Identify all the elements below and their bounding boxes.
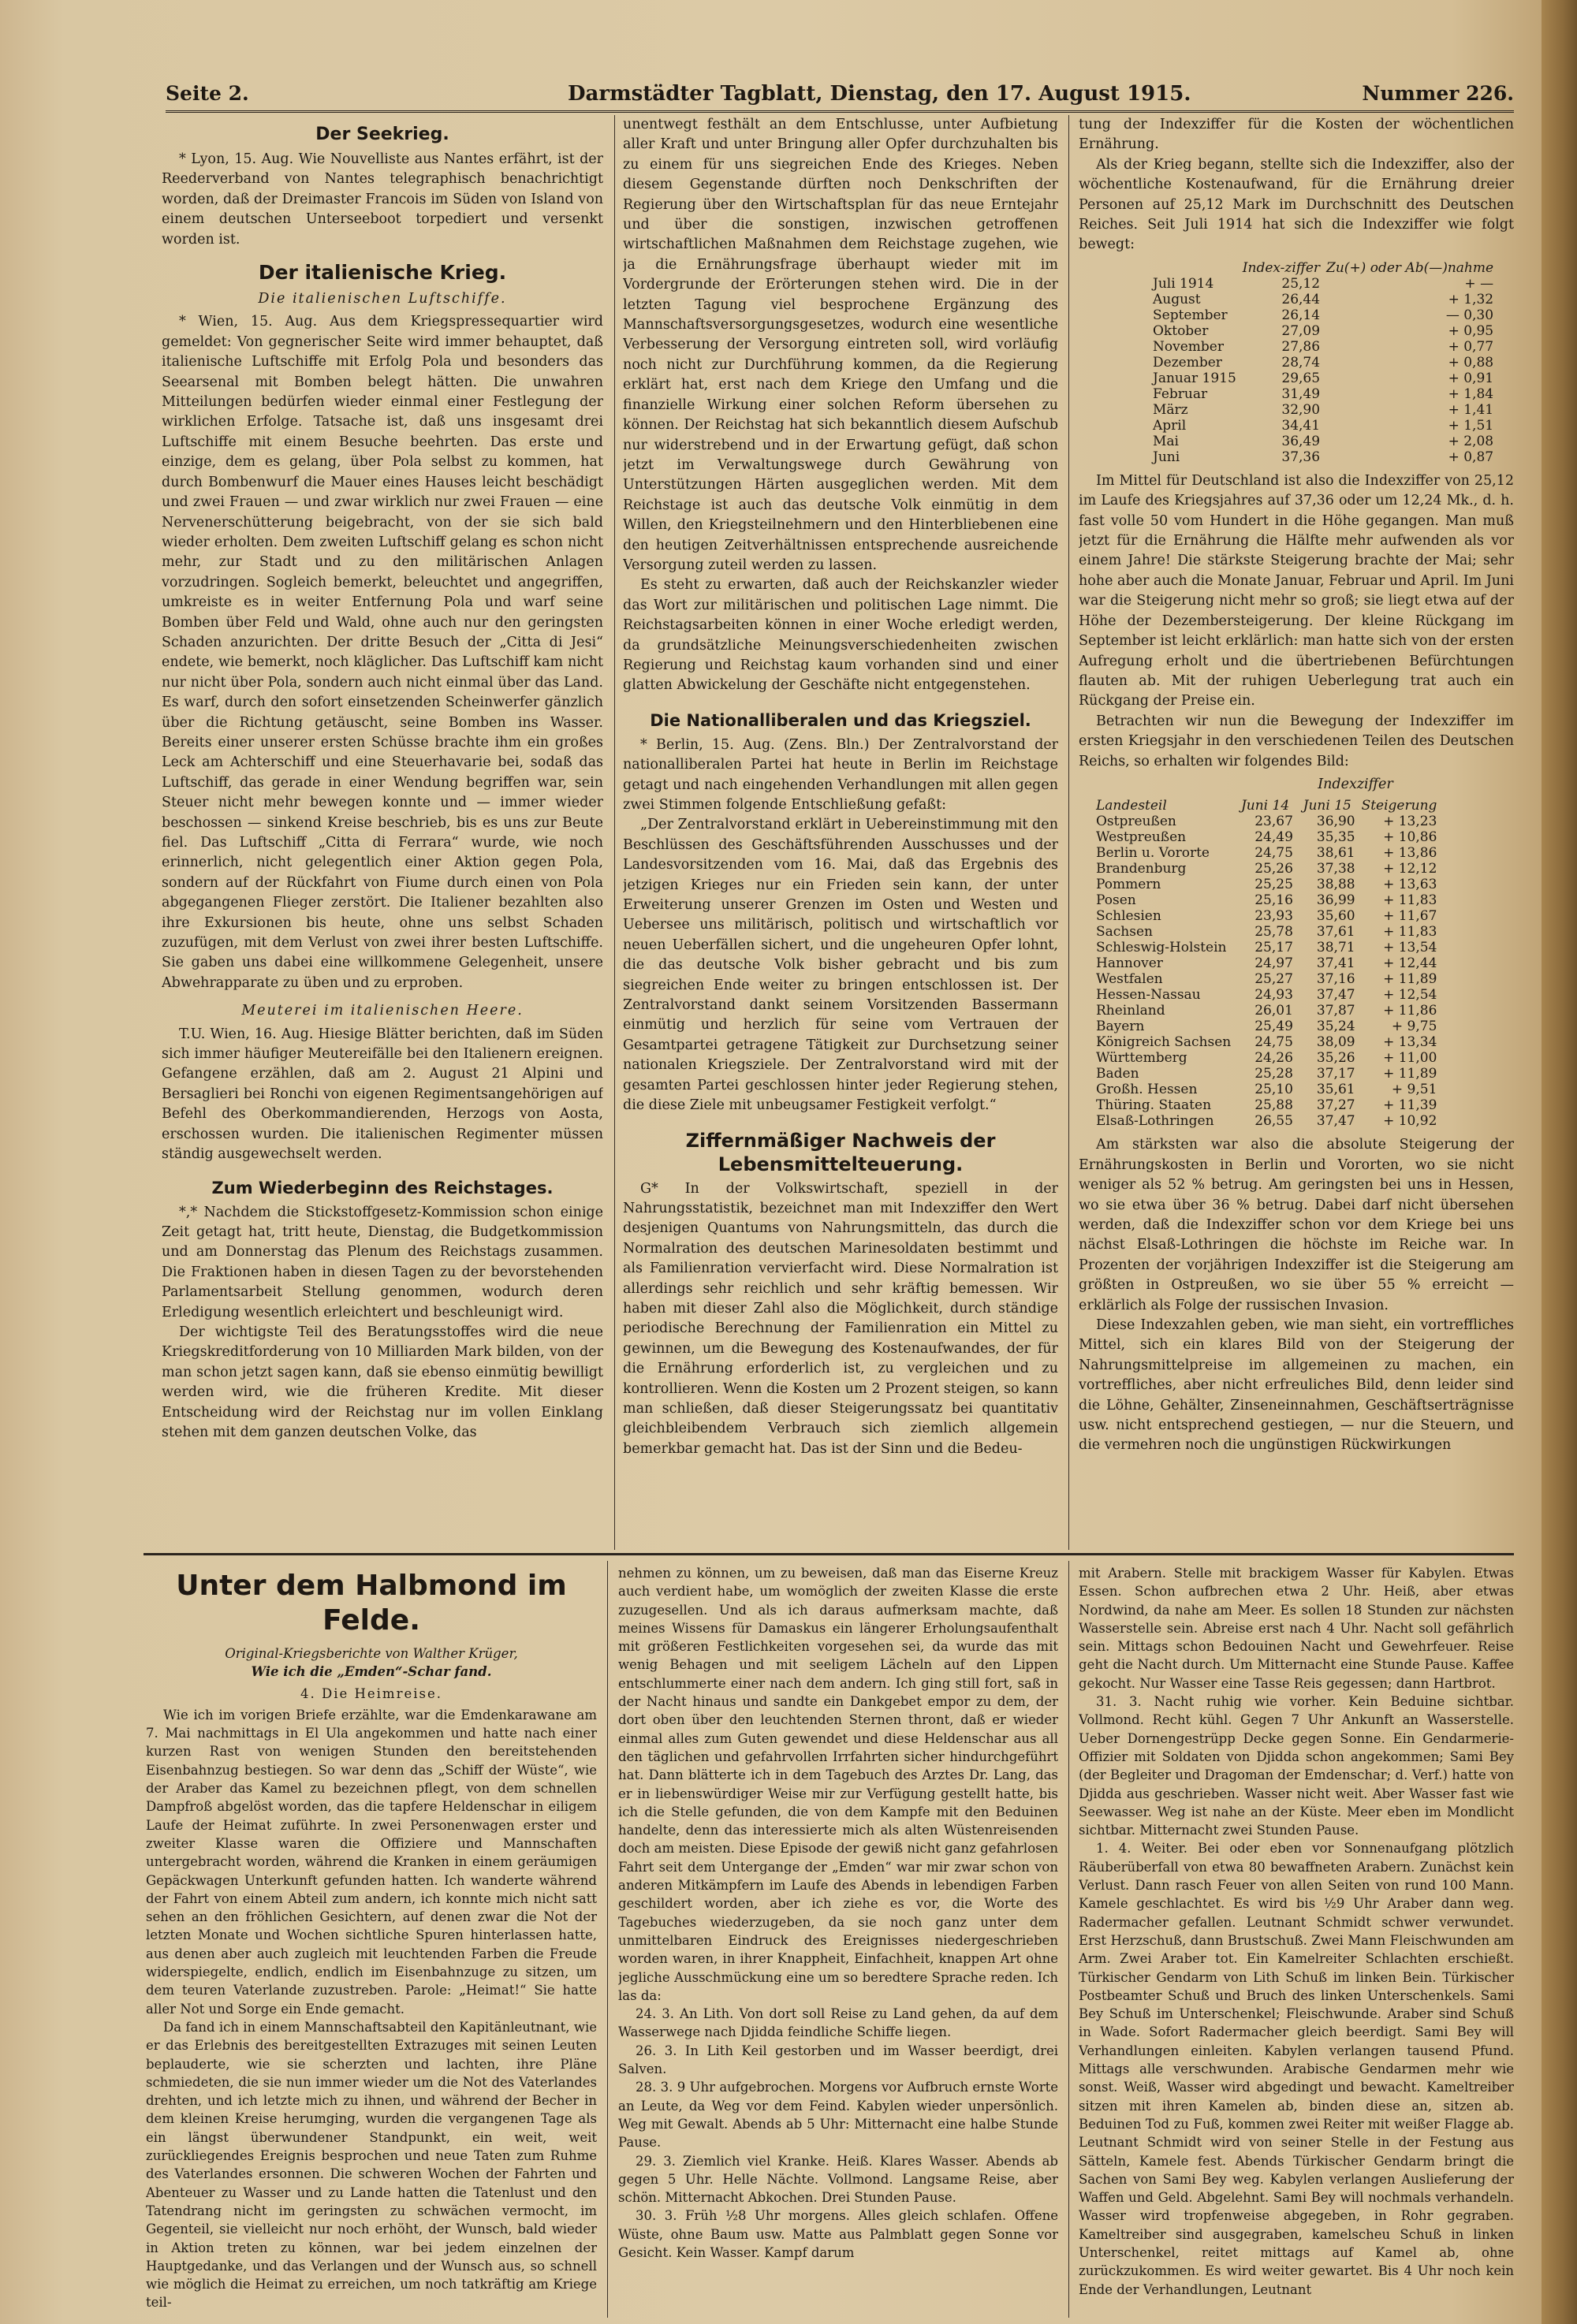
month-cell: Oktober [1153,322,1209,339]
june15-cell: 35,26 [1316,1050,1355,1067]
june15-cell: 38,61 [1316,845,1355,862]
change-cell: + — [1464,275,1494,292]
june14-cell: 24,26 [1255,1050,1293,1067]
increase-cell: + 9,51 [1391,1082,1437,1098]
table-row [1150,355,1497,371]
increase-cell: + 11,00 [1383,1050,1437,1067]
table-row [1093,987,1440,1003]
table-row [1093,1003,1440,1019]
increase-cell: + 12,44 [1383,955,1437,972]
increase-cell: + 11,83 [1383,892,1437,909]
increase-cell: + 11,89 [1383,971,1437,988]
june15-cell: 35,61 [1316,1082,1355,1098]
feuilleton-section: 4. Die Heimreise. [300,1685,442,1701]
index-cell: 34,41 [1281,417,1321,434]
column-1 [162,115,603,1551]
region-cell: Westfalen [1096,971,1163,988]
change-cell: — 0,30 [1445,307,1494,323]
index-cell: 36,49 [1281,433,1321,449]
june15-cell: 37,16 [1316,971,1355,988]
table-row [1093,924,1440,940]
table-header: Zu(+) oder Ab(—)nahme [1326,259,1494,276]
table-row [1150,386,1497,402]
region-cell: Brandenburg [1096,861,1187,877]
page-number: Seite 2. [166,82,249,105]
june14-cell: 25,26 [1255,861,1293,877]
region-cell: Elsaß-Lothringen [1096,1113,1214,1130]
article-subtitle: Meuterei im italienischen Heere. [241,1003,524,1019]
june14-cell: 25,28 [1255,1066,1293,1082]
index-cell: 32,90 [1281,401,1321,418]
month-cell: Januar 1915 [1153,370,1236,386]
increase-cell: + 11,39 [1383,1097,1437,1114]
change-cell: + 0,95 [1448,322,1494,339]
june15-cell: 35,60 [1316,908,1355,925]
june14-cell: 26,55 [1255,1113,1293,1130]
table-row [1093,1034,1440,1050]
article-paragraph: „Der Zentralvorstand erklärt in Uebereinstimmung mit den Beschlüssen des Geschäftsführenden Ausschusses und der Landesvorsitzenden vom 16. Mai, daß das Ergebnis des jetzigen Krieges nur ein Frieden sein kann, der unter Erweiterung unserer Grenzen im Osten und Westen und Ueberseе uns militärisch, politisch und wirtschaftlich vor neuen Ueberfällen sichert, und die ungeheuren Opfer lohnt, die das deutsche Volk bisher gebracht und bis zum siegreichen Ende weiter zu bringen entschlossen ist. Der Zentralvorstand dankt seinem Vorsitzenden Bassermann einmütig und herzlich für seine vom Vertrauen der Gesamtpartei getragene Tätigkeit zur Durchsetzung seiner nationalen Kriegsziele. Der Zentralvorstand wird mit der gesamten Partei geschlossen hinter jeder Regierung stehen, die diese Ziele mit unbeugsamer Festigkeit verfolgt.“ [623,817,1058,1114]
region-cell: Ostpreußen [1096,814,1176,830]
index-table-regions [1093,798,1440,1129]
index-cell: 28,74 [1281,354,1321,371]
table-row [1150,323,1497,339]
index-cell: 26,14 [1281,307,1321,323]
june15-cell: 35,35 [1316,829,1355,846]
article-subtitle: Die italienischen Luftschiffe. [258,291,507,307]
index-cell: 25,12 [1281,275,1321,292]
table-row [1093,1082,1440,1097]
table-row [1093,1097,1440,1113]
region-cell: Schleswig-Holstein [1096,940,1227,956]
june14-cell: 26,01 [1255,1003,1293,1019]
table-row [1093,971,1440,987]
table-row [1093,861,1440,877]
month-cell: März [1153,401,1188,418]
june15-cell: 36,90 [1316,814,1355,830]
june14-cell: 25,27 [1255,971,1293,988]
table-row [1093,908,1440,924]
region-cell: Rheinland [1096,1003,1165,1019]
feuilleton-column-3 [1079,1564,1514,2321]
june14-cell: 24,97 [1255,955,1293,972]
change-cell: + 1,51 [1448,417,1494,434]
article-paragraph: Da fand ich in einem Mannschaftsabteil den Kapitänleutnant, wie er das Erlebnis des bereitgestellten Extrazuges mit seinen Leuten beplauderte, wie sie scherzten und lachten, ihre Pläne schmiedeten, die sie nun immer wieder um die Not des Vaterlandes drehten, und ich letzte mich zu ihnen, und während der Becher in dem kleinen Kreise herumging, wurden die vergangenen Tage als ein längst überwundener Standpunkt, ein weit, weit zurückliegendes Ereignis besprochen und neue Taten zum Ruhme des Vaterlandes ersonnen. Die schweren Wochen der Fahrten und Abenteuer zu Wasser und zu Lande hatten die Tatenlust und den Tatendrang nicht im geringsten zu schwächen vermocht, im Gegenteil, sie vielleicht nur noch erhöht, der Wunsch, bald wieder in Aktion treten zu können, war bei jedem einzelnen der Hauptgedanke, und das Verlangen und der Wunsch aus, so schnell wie möglich die Heimat zu erreichen, um noch tatkräftig am Kriege teil- [146,2019,597,2311]
table-row [1093,940,1440,955]
article-paragraph: Am stärksten war also die absolute Steigerung der Ernährungskosten in Berlin und Vororten, wo sie nicht weniger als 52 % betrug. Am geringsten bei uns in Hessen, wo sie etwa über 36 % betrug. Dabei darf nicht übersehen werden, daß die Indexziffer schon vor dem Kriege bei uns nächst Elsaß-Lothringen die höchste im Reiche war. In Prozenten der vorjährigen Indexziffer ist die Steigerung am größten in Ostpreußen, wo sie über 55 % erreicht — erklärlich als Folge der russischen Invasion. [1079,1137,1514,1313]
table-row [1093,1019,1440,1034]
table-row [1150,434,1497,449]
article-paragraph: Im Mittel für Deutschland ist also die Indexziffer von 25,12 im Laufe des Kriegsjahres auf 37,36 oder um 12,24 Mk., d. h. fast volle 50 vom Hundert in die Höhe gegangen. Man muß jetzt für die Ernährung die Hälfte mehr aufwenden als vor einem Jahre! Die stärkste Steigerung brachte der Mai; sehr hohe aber auch die Monate Januar, Februar und April. Im Juni war die Steigerung nicht mehr so groß; sie liegt etwa auf der Höhe der Dezembersteigerung. Der kleine Rückgang im September ist leicht erklärlich: man hatte sich von der ersten Aufregung erholt und die übertriebenen Befürchtungen flauten ab. Mit der ruhigen Ueberlegung trat auch ein Rückgang der Preise ein. [1079,472,1514,709]
increase-cell: + 13,34 [1383,1034,1437,1051]
june15-cell: 37,47 [1316,1113,1355,1130]
month-cell: Februar [1153,385,1208,402]
month-cell: November [1153,338,1224,355]
article-paragraph: Betrachten wir nun die Bewegung der Indexziffer im ersten Kriegsjahr in den verschiedenen Teilen des Deutschen Reichs, so erhalten wir folgendes Bild: [1079,713,1514,769]
region-cell: Hannover [1096,955,1163,972]
article-title-nationalliberale: Die Nationalliberalen und das Kriegsziel. [650,710,1031,730]
change-cell: + 0,91 [1448,370,1494,386]
june14-cell: 24,49 [1255,829,1293,846]
table-row [1150,307,1497,323]
table-row [1150,292,1497,307]
increase-cell: + 12,54 [1383,987,1437,1004]
region-cell: Pommern [1096,877,1161,893]
column-rule [1068,115,1069,1550]
table-row [1093,1066,1440,1082]
article-paragraph: G* In der Volkswirtschaft, speziell in der Nahrungsstatistik, bezeichnet man mit Indexziffer den Wert desjenigen Quantums von Nahrungsmitteln, das durch die Normalration des deutschen Marinesoldaten bestimmt und als Familienration vervierfacht wird. Diese Normalration ist allerdings sehr reichlich und sehr kräftig bemessen. Wir haben mit dieser Zahl also die Möglichkeit, durch ständige periodische Berechnung der Familienration ein Mittel zu gewinnen, um die Bewegung des Kostenaufwandes, der für die Ernährung erforderlich ist, zu vergleichen und zu kontrollieren. Wenn die Kosten um 2 Prozent steigen, so kann man schließen, daß dieser Steigerungssatz bei quantitativ gleichbleibendem Verbrauch sich ziemlich allgemein bemerkbar gemacht hat. Das ist der Sinn und die Bedeu- [623,1180,1058,1457]
change-cell: + 1,32 [1448,291,1494,307]
article-paragraph: 30. 3. Früh ½8 Uhr morgens. Alles gleich schlafen. Offene Wüste, ohne Baum usw. Matte aus Palmblatt gegen Sonne vor Gesicht. Kein Wasser. Kampf darum [618,2208,1058,2260]
month-cell: Juni [1153,449,1180,465]
table-row [1093,1113,1440,1129]
june15-cell: 35,24 [1316,1019,1355,1035]
article-paragraph: unentwegt festhält an dem Entschlusse, unter Aufbietung aller Kraft und unter Bringung aller Opfer durchzuhalten bis zu einem für uns siegreichen Ende des Krieges. Neben diesem Gegenstande dürften noch Denkschriften der Regierung über den Wirtschaftsplan für das neue Erntejahr und über die sonstigen, inzwischen getroffenen wirtschaftlichen Maßnahmen dem Reichstage zugehen, wie ja die Ernährungsfrage überhaupt wieder mit im Vordergrunde der Erörterungen stehen wird. Die in der letzten Tagung viel besprochene Ergänzung des Mannschaftsversorgungsgesetzes, wodurch eine wesentliche Verbesserung der Versorgung eintreten soll, wird vorläufig noch nicht zur Durchführung kommen, da die Regierung erklärt hat, erst nach dem Kriege den Umfang und die finanzielle Wirkung einer solchen Reform übersehen zu können. Der Reichstag hat sich bekanntlich diesem Aufschub nur widerstrebend und in der Erwartung gefügt, daß schon jetzt im Verwaltungswege durch Gewährung von Unterstützungen Härten ausgeglichen werden. Mit dem Reichstage ist auch das deutsche Volk einmütig in dem Willen, den Kriegsteilnehmern und den Hinterbliebenen eine den heutigen Zeitverhältnissen entsprechende ausreichende Versorgung zuteil werden zu lassen. [623,117,1058,573]
table-row [1150,402,1497,418]
table-caption: Indexziffer [1318,776,1393,792]
index-cell: 31,49 [1281,385,1321,402]
table-row [1093,845,1440,861]
article-paragraph: 1. 4. Weiter. Bei oder eben vor Sonnenaufgang plötzlich Räuberüberfall von etwa 80 bewaffneten Arabern. Zunächst kein Verlust. Dann rasch Feuer von allen Seiten von rund 100 Mann. Kamele geschlachtet. Es wird bis ½9 Uhr Araber dann weg. Radermacher gefallen. Leutnant Schmidt schwer verwundet. Erst Herzschuß, dann Brustschuß. Zwei Mann Fleischwunden am Arm. Zwei Araber tot. Ein Kamelreiter Schlachten erschießt. Türkischer Gendarm von Lith Schuß im linken Bein. Türkischer Postbeamter Schuß und Bruch des linken Unterschenkels. Sami Bey Schuß im Unterschenkel; Fleischwunde. Araber sind Schuß in Wade. Sofort Radermacher gleich beerdigt. Sami Bey will Verhandlungen einleiten. Kabylen verlangen tausend Pfund. Mittags alle verschwunden. Arabische Gendarmen mehr wie sonst. Weiß, Wasser wird abgedingt und bewacht. Kameltreiber sitzen mit ihren Kamelen ab, binden diese an, sitzen ab. Beduinen Tod zu Fuß, kommen zwei Reiter mit weißer Flagge ab. Leutnant Schmidt wird von seiner Stelle in der Festung aus Sätteln, Kamele fest. Abends Türkischer Gendarm bringt die Sachen von Sami Bey weg. Kabylen verlangen Auslieferung der Waffen und Geld. Abgelehnt. Sami Bey will nochmals verhandeln. Wasser wird tropfenweise abgegeben, in Rohr gegraben. Kameltreiber sind ausgegraben, kamelscheu Schuß in linken Unterschenkel, reitet mittags auf Kamel ab, ohne zurückzukommen. Es wird weiter gewartet. Bis 4 Uhr noch kein Ende der Verhandlungen, Leutnant [1079,1841,1514,2297]
june14-cell: 23,93 [1255,908,1293,925]
article-title-reichstag: Zum Wiederbeginn des Reichstages. [211,1178,554,1197]
column-3 [1079,115,1514,1551]
june15-cell: 37,87 [1316,1003,1355,1019]
article-paragraph: 28. 3. 9 Uhr aufgebrochen. Morgens vor Aufbruch ernste Worte an Leute, da Weg vor dem Feind. Kabylen wieder unpersönlich. Weg mit Gewalt. Abends ab 5 Uhr: Mitternacht eine halbe Stunde Pause. [618,2080,1058,2151]
column-rule [607,1561,608,2318]
june14-cell: 25,49 [1255,1019,1293,1035]
increase-cell: + 11,83 [1383,924,1437,940]
increase-cell: + 11,89 [1383,1066,1437,1082]
column-rule [1068,1561,1069,2318]
june14-cell: 25,88 [1255,1097,1293,1114]
change-cell: + 2,08 [1448,433,1494,449]
index-cell: 27,09 [1281,322,1321,339]
issue-number: Nummer 226. [1362,82,1514,105]
article-paragraph: mit Arabern. Stelle mit brackigem Wasser für Kabylen. Etwas Essen. Schon aufbrechen etwa 2 Uhr. Heiß, aber etwas Nordwind, da nahe am Meer. Es sollen 18 Stunden zur nächsten Wasserstelle sein. Abreise erst nach 4 Uhr. Nacht soll gefährlich sein. Mittags schon Bedouinen Nacht und Gewehrfeuer. Reise geht die Nacht durch. Um Mitternacht eine Stunde Pause. Kaffee gekocht. Nur Wasser eine Tasse Reis gegessen; dann Hartbrot. [1079,1566,1514,1691]
june15-cell: 38,88 [1316,877,1355,893]
region-cell: Sachsen [1096,924,1153,940]
article-title-italien: Der italienische Krieg. [258,261,507,285]
increase-cell: + 13,86 [1383,845,1437,862]
change-cell: + 0,77 [1448,338,1494,355]
feuilleton-title: Unter dem Halbmond im Felde. [176,1570,567,1637]
index-cell: 26,44 [1281,291,1321,307]
article-paragraph: Diese Indexzahlen geben, wie man sieht, ein vortreffliches Mittel, sich ein klares Bild von der Steigerung der Nahrungsmittelpreise im allgemeinen zu machen, ein vortreffliches, aber nicht erfreuliches Bild, denn leider sind die Löhne, Gehälter, Zinseneinnahmen, Geschäftserträgnisse usw. nicht entsprechend gestiegen, — nur die Steuern, und die vermehren noch die ungünstigen Rückwirkungen [1079,1317,1514,1454]
june15-cell: 38,09 [1316,1034,1355,1051]
june14-cell: 24,93 [1255,987,1293,1004]
june15-cell: 37,41 [1316,955,1355,972]
june15-cell: 37,17 [1316,1066,1355,1082]
table-header: Index-ziffer [1242,259,1321,276]
feuilleton-subtitle: Wie ich die „Emden“-Schar fand. [251,1664,492,1680]
article-title-lebensmittelteuerung: Ziffernmäßiger Nachweis der Lebensmittelteuerung. [685,1129,996,1175]
increase-cell: + 13,23 [1383,814,1437,830]
article-paragraph: tung der Indexziffer für die Kosten der wöchentlichen Ernährung. [1079,117,1514,153]
feuilleton-rule [144,1553,1514,1555]
month-cell: April [1153,417,1187,434]
table-header: Steigerung [1361,798,1437,814]
article-paragraph: * Lyon, 15. Aug. Wie Nouvelliste aus Nantes erfährt, ist der Reederverband von Nantes telegraphisch benachrichtigt worden, daß der Dreimaster Francois im Süden von Island von einem deutschen Unterseeboot torpediert und versenkt worden ist. [162,151,603,248]
article-paragraph: T.U. Wien, 16. Aug. Hiesige Blätter berichten, daß im Süden sich immer häufiger Meutereifälle bei den Italienern ereignen. Gefangene erzählen, daß am 2. August 21 Alpini und Bersaglieri bei Ronchi von eigenen Regimentsangehörigen auf Befehl des Oberkommandierenden, Herzogs von Aosta, erschossen wurden. Die italienischen Regimenter müssen ständig ausgewechselt werden. [162,1026,603,1163]
region-cell: Schlesien [1096,908,1161,925]
month-cell: September [1153,307,1228,323]
table-row [1093,814,1440,829]
article-paragraph: Als der Krieg begann, stellte sich die Indexziffer, also der wöchentliche Kostenaufwand, für die Ernährung dreier Personen auf 25,12 Mark im Durchschnitt des Deutschen Reiches. Seit Juli 1914 hat sich die Indexziffer wie folgt bewegt: [1079,156,1514,253]
increase-cell: + 10,92 [1383,1113,1437,1130]
region-cell: Bayern [1096,1019,1145,1035]
article-paragraph: * Berlin, 15. Aug. (Zens. Bln.) Der Zentralvorstand der nationalliberalen Partei hat heute in Berlin im Reichstage getagt und nach eingehenden Verhandlungen mit allen gegen zwei Stimmen folgende Entschließung gefaßt: [623,736,1058,813]
change-cell: + 0,88 [1448,354,1494,371]
region-cell: Großh. Hessen [1096,1082,1198,1098]
region-cell: Posen [1096,892,1136,909]
june15-cell: 36,99 [1316,892,1355,909]
june14-cell: 25,17 [1255,940,1293,956]
page-header [166,82,1514,113]
article-title-seekrieg: Der Seekrieg. [315,125,449,144]
article-paragraph: 26. 3. In Lith Keil gestorben und im Wasser beerdigt, drei Salven. [618,2043,1058,2077]
month-cell: Dezember [1153,354,1222,371]
article-paragraph: * Wien, 15. Aug. Aus dem Kriegspressequartier wird gemeldet: Von gegnerischer Seite wird immer behauptet, daß italienische Luftschiffe mit Erfolg Pola und besonders das Seearsenal mit Bomben belegt hätten. Die unwahren Mitteilungen bedürfen wieder einmal einer Festlegung der wirklichen Erfolge. Tatsache ist, daß uns insgesamt drei Luftschiffe mit einem Besuche beehrten. Das erste und einzige, dem es gelang, über Pola selbst zu kommen, hat durch Bombenwurf die Mauer eines Hauses leicht beschädigt und zwei Frauen — und zwar wirklich nur zwei Frauen — eine Nervenerschütterung beigebracht, von der sie sich bald wieder erholten. Dem zweiten Luftschiff gelang es schon nicht mehr, zur Stadt und zu den militärischen Anlagen vorzudringen. Sogleich bemerkt, beleuchtet und angegriffen, umkreiste es in weiter Entfernung Pola und warf seine Bomben über Feld und Wald, ohne auch nur den geringsten Schaden anzurichten. Der dritte Besuch der „Citta di Jesi“ endete, wie bemerkt, noch kläglicher. Das Luftschiff kam nicht nur nicht über Pola, sondern auch nicht einmal über das Land. Es warf, durch den sofort einsetzenden Scheinwerfer gänzlich über die Richtung getäuscht, seine Bomben ins Wasser. Bereits einer unserer ersten Schüsse brachte ihm ein großes Leck am Achterschiff und eine Steuerhavarie bei, sodaß das Luftschiff, das gerade in einer Wendung begriffen war, sein Steuer nicht mehr bewegen konnte und — immer wieder beschossen — sinkend Kreise beschrieb, bis es uns zur Beute fiel. Das Luftschiff „Citta di Ferrara“ wurde, wie noch erinnerlich, nicht gelegentlich einer Aktion gegen Pola, sondern auf der Rückfahrt von Fiume durch einen von Pola abgegangenen Flieger zerstört. Die Italiener bezahlten also ihre Exkursionen bis heute, ohne uns selbst Schaden zuzufügen, mit dem Verlust von zwei ihrer besten Luftschiffe. Sie gaben uns dabei eine willkommene Gelegenheit, unsere Abwehrapparate zu üben und zu erproben. [162,314,603,991]
region-cell: Thüring. Staaten [1096,1097,1212,1114]
increase-cell: + 12,12 [1383,861,1437,877]
june14-cell: 24,75 [1255,1034,1293,1051]
increase-cell: + 10,86 [1383,829,1437,846]
table-header: Landesteil [1096,798,1167,814]
table-row [1150,339,1497,355]
feuilleton-column-1 [146,1564,597,2321]
june15-cell: 37,47 [1316,987,1355,1004]
article-paragraph: *,* Nachdem die Stickstoffgesetz-Kommission schon einige Zeit getagt hat, tritt heute, Dienstag, die Budgetkommission und am Donnerstag das Plenum des Reichstags zusammen. Die Fraktionen haben in diesen Tagen zu der bevorstehenden Parlamentsarbeit Stellung genommen, wodurch deren Erledigung wesentlich erleichtert und beschleunigt wird. [162,1204,603,1320]
article-paragraph: Der wichtigste Teil des Beratungsstoffes wird die neue Kriegskreditforderung von 10 Milliarden Mark bilden, von der man schon jetzt sagen kann, daß sie ebenso einmütig bewilligt werden wird, wie die früheren Kredite. Mit dieser Entscheidung wird der Reichstag nur im vollen Einklang stehen mit dem ganzen deutschen Volke, das [162,1324,603,1440]
article-paragraph: 24. 3. An Lith. Von dort soll Reise zu Land gehen, da auf dem Wasserwege nach Djidda feindliche Schiffe liegen. [618,2006,1058,2040]
feuilleton-byline: Original-Kriegsberichte von Walther Krüger, [225,1646,518,1661]
region-cell: Westpreußen [1096,829,1187,846]
increase-cell: + 11,86 [1383,1003,1437,1019]
table-row [1093,829,1440,845]
month-cell: August [1153,291,1201,307]
column-2 [623,115,1058,1551]
table-row [1150,371,1497,386]
increase-cell: + 13,54 [1383,940,1437,956]
article-paragraph: 29. 3. Ziemlich viel Kranke. Heiß. Klares Wasser. Abends ab gegen 5 Uhr. Helle Nächte. Vollmond. Langsame Reise, aber schön. Mitternacht Abkochen. Drei Stunden Pause. [618,2153,1058,2206]
binding-strip [1542,0,1577,2324]
column-rule [614,115,615,1550]
article-paragraph: 31. 3. Nacht ruhig wie vorher. Kein Beduine sichtbar. Vollmond. Recht kühl. Gegen 7 Uhr Ankunft an Wasserstelle. Ueber Dornengestrüpp Decke gegen Sonne. Ein Gendarmerie-Offizier mit Soldaten von Djidda schon angekommen; Sami Bey (der Begleiter und Dragoman der Emdenschar; d. Verf.) hatte von Djidda aus geschrieben. Wasser nicht weit. Aber Wasser fast wie Seewasser. Weg ist nahe an der Küste. Meer eben im Mondlicht sichtbar. Mitternacht zwei Stunden Pause. [1079,1694,1514,1838]
table-row [1093,1050,1440,1066]
region-cell: Berlin u. Vororte [1096,845,1210,862]
month-cell: Juli 1914 [1153,275,1214,292]
june14-cell: 25,16 [1255,892,1293,909]
table-header [1150,260,1240,276]
article-paragraph: Wie ich im vorigen Briefe erzählte, war die Emdenkarawane am 7. Mai nachmittags in El Ula angekommen und hatte nach einer kurzen Rast von wenigen Stunden den bereitstehenden Eisenbahnzug bestiegen. So war denn das „Schiff der Wüste“, wie der Araber das Kamel zu bezeichnen pflegt, von dem schnellen Dampfroß abgelöst worden, das die tapfere Heldenschar in eiligem Laufe der Heimat zuführte. In zwei Personenwagen erster und zweiter Klasse waren die Offiziere und Mannschaften untergebracht worden, während die Kranken in einem geräumigen Gepäckwagen Unterkunft gefunden hatten. Ich wanderte während der Fahrt von einem Abteil zum andern, ich konnte mich nicht satt sehen an den fröhlichen Gesichtern, auf denen zwar die Not der letzten Monate und Wochen sichtliche Spuren hinterlassen hatte, aus denen aber auch zugleich mit leuchtenden Farben die Freude widerspiegelte, endlich, endlich im Eisenbahnzuge zu sitzen, um dem teuren Vaterlande zuzustreben. Parole: „Heimat!“ Sie hatte aller Not und Sorge ein Ende gemacht. [146,1707,597,2017]
june14-cell: 25,25 [1255,877,1293,893]
june14-cell: 25,78 [1255,924,1293,940]
region-cell: Baden [1096,1066,1139,1082]
change-cell: + 1,41 [1448,401,1494,418]
increase-cell: + 11,67 [1383,908,1437,925]
table-row [1093,955,1440,971]
month-cell: Mai [1153,433,1179,449]
june14-cell: 23,67 [1255,814,1293,830]
table-row [1150,449,1497,465]
june15-cell: 38,71 [1316,940,1355,956]
region-cell: Königreich Sachsen [1096,1034,1232,1051]
region-cell: Hessen-Nassau [1096,987,1201,1004]
june15-cell: 37,38 [1316,861,1355,877]
change-cell: + 0,87 [1448,449,1494,465]
table-header: Juni 15 [1303,798,1351,814]
index-cell: 27,86 [1281,338,1321,355]
june14-cell: 24,75 [1255,845,1293,862]
feuilleton-column-2 [618,1564,1058,2321]
june14-cell: 25,10 [1255,1082,1293,1098]
increase-cell: + 13,63 [1383,877,1437,893]
index-cell: 29,65 [1281,370,1321,386]
index-cell: 37,36 [1281,449,1321,465]
article-paragraph: nehmen zu können, um zu beweisen, daß man das Eiserne Kreuz auch verdient habe, um womöglich der zweiten Klasse die erste zuzugesellen. Und als ich daraus aufmerksam machte, daß meines Wissens für Damaskus ein längerer Erholungsaufenthalt mit größeren Festlichkeiten vorgesehen sei, da wurde das mit wenig Behagen und mit seeligem Lächeln auf den Lippen entschlummerte einer nach dem andern. Ich ging still fort, saß in der Nacht hinaus und sandte ein Dankgebet empor zu dem, der dort oben über den leuchtenden Sternen thront, daß er wieder einmal alles zum Guten gewendet und diese Heldenschar aus all den täglichen und gefahrvollen Irrfahrten sicher hindurchgeführt hat. Dann blätterte ich in dem Tagebuch des Arztes Dr. Lang, das er in liebenswürdiger Weise mir zur Verfügung gestellt hatte, bis ich die Stelle gefunden, die von dem Kampfe mit den Beduinen handelte, denn das interessierte mich als alten Wüstenreisenden doch am meisten. Diese Episode der gewiß nicht ganz gefahrlosen Fahrt seit dem Untergange der „Emden“ war mir zwar schon von anderen Mitkämpfern im Laufe des Abends in lebendigen Farben geschildert worden, aber ich ziehe es vor, die Worte des Tagebuches wiederzugeben, da sie noch ganz unter dem unmittelbaren Eindruck des Ereignisses niedergeschrieben worden waren, in ihrer Knappheit, Einfachheit, knappen Art ohne jegliche Ausschmückung eine um so beredtere Sprache reden. Ich las da: [618,1566,1058,2003]
increase-cell: + 9,75 [1391,1019,1437,1035]
table-row [1093,877,1440,892]
change-cell: + 1,84 [1448,385,1494,402]
table-row [1093,892,1440,908]
index-table-monthly [1150,260,1497,465]
june15-cell: 37,61 [1316,924,1355,940]
region-cell: Württemberg [1096,1050,1187,1067]
masthead: Darmstädter Tagblatt, Dienstag, den 17. August 1915. [568,82,1191,106]
table-header: Juni 14 [1240,798,1290,814]
table-row [1150,276,1497,292]
june15-cell: 37,27 [1316,1097,1355,1114]
table-row [1150,418,1497,434]
article-paragraph: Es steht zu erwarten, daß auch der Reichskanzler wieder das Wort zur militärischen und politischen Lage nimmt. Die Reichstagsarbeiten können in einer Woche erledigt werden, da grundsätzliche Meinungsverschiedenheiten zwischen Regierung und Reichstag kaum vorhanden sind und einer glatten Abwickelung der Geschäfte nicht entgegenstehen. [623,577,1058,694]
